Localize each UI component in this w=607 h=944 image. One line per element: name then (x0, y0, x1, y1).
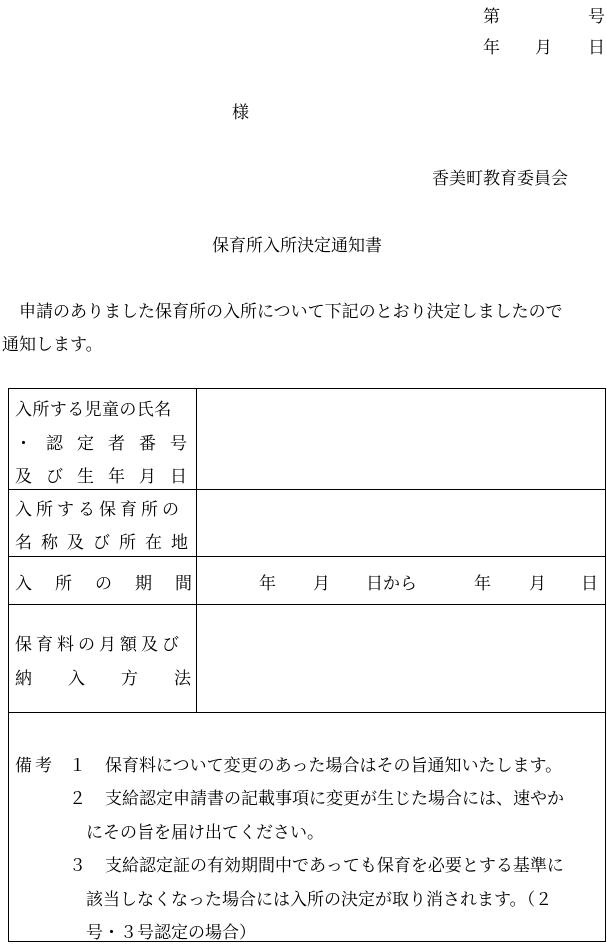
period-end-month: 月 (529, 574, 546, 594)
note-2-line-1: 支給認定申請書の記載事項に変更が生じた場合には、速やか (105, 789, 564, 809)
note-3-line-3: 号・３号認定の場合） (86, 923, 256, 943)
note-3-number: ３ (69, 856, 86, 876)
label-line: 納入方法 (15, 669, 227, 689)
period-start-month: 月 (313, 574, 330, 594)
table-row-child-info (9, 389, 605, 490)
decision-table (8, 388, 606, 942)
intro-line-1: 申請のありました保育所の入所について下記のとおり決定しましたので (2, 302, 563, 322)
period-start-day: 日から (366, 574, 417, 594)
note-2-line-2: にその旨を届け出てください。 (86, 823, 324, 843)
date-year-label: 年 (483, 38, 500, 58)
note-1-line-1: 保育料について変更のあった場合はその旨通知いたします。 (105, 756, 563, 776)
row-label-child-info (9, 389, 201, 489)
number-label-go: 号 (588, 7, 605, 27)
issuer-name: 香美町教育委員会 (432, 169, 568, 189)
note-3-line-1: 支給認定証の有効期間中であっても保育を必要とする基準に (105, 856, 564, 876)
document-title: 保育所入所決定通知書 (212, 236, 382, 256)
note-3-line-2: 該当しなくなった場合には入所の決定が取り消されます。（２ (86, 890, 553, 910)
addressee-suffix: 様 (232, 103, 249, 123)
notes-heading: 備考 (15, 756, 55, 776)
date-day-label: 日 (588, 38, 605, 58)
date-month-label: 月 (535, 38, 552, 58)
row-label-fee (9, 604, 227, 712)
table-row-fee (9, 604, 605, 713)
label-line: 保育料の月額及び (15, 635, 183, 655)
label-line: 名称及び所在地 (15, 533, 197, 553)
notes-section (9, 712, 605, 941)
table-row-facility (9, 489, 605, 557)
note-2-number: ２ (69, 789, 86, 809)
intro-line-2: 通知します。 (2, 335, 103, 355)
period-end-day: 日 (581, 574, 598, 594)
number-label-dai: 第 (483, 7, 500, 27)
label-line: 入所する保育所の (15, 500, 183, 520)
row-label-facility (9, 489, 197, 556)
period-start-year: 年 (259, 574, 276, 594)
label-line: 入所する児童の氏名 (15, 400, 172, 420)
label-line: 及び生年月日 (15, 467, 201, 487)
label-line: 入所の期間 (15, 574, 215, 594)
label-line: ・認定者番号 (15, 434, 201, 454)
row-label-period (9, 556, 215, 604)
table-row-period (9, 556, 605, 605)
period-end-year: 年 (474, 574, 491, 594)
note-1-number: １ (69, 756, 86, 776)
